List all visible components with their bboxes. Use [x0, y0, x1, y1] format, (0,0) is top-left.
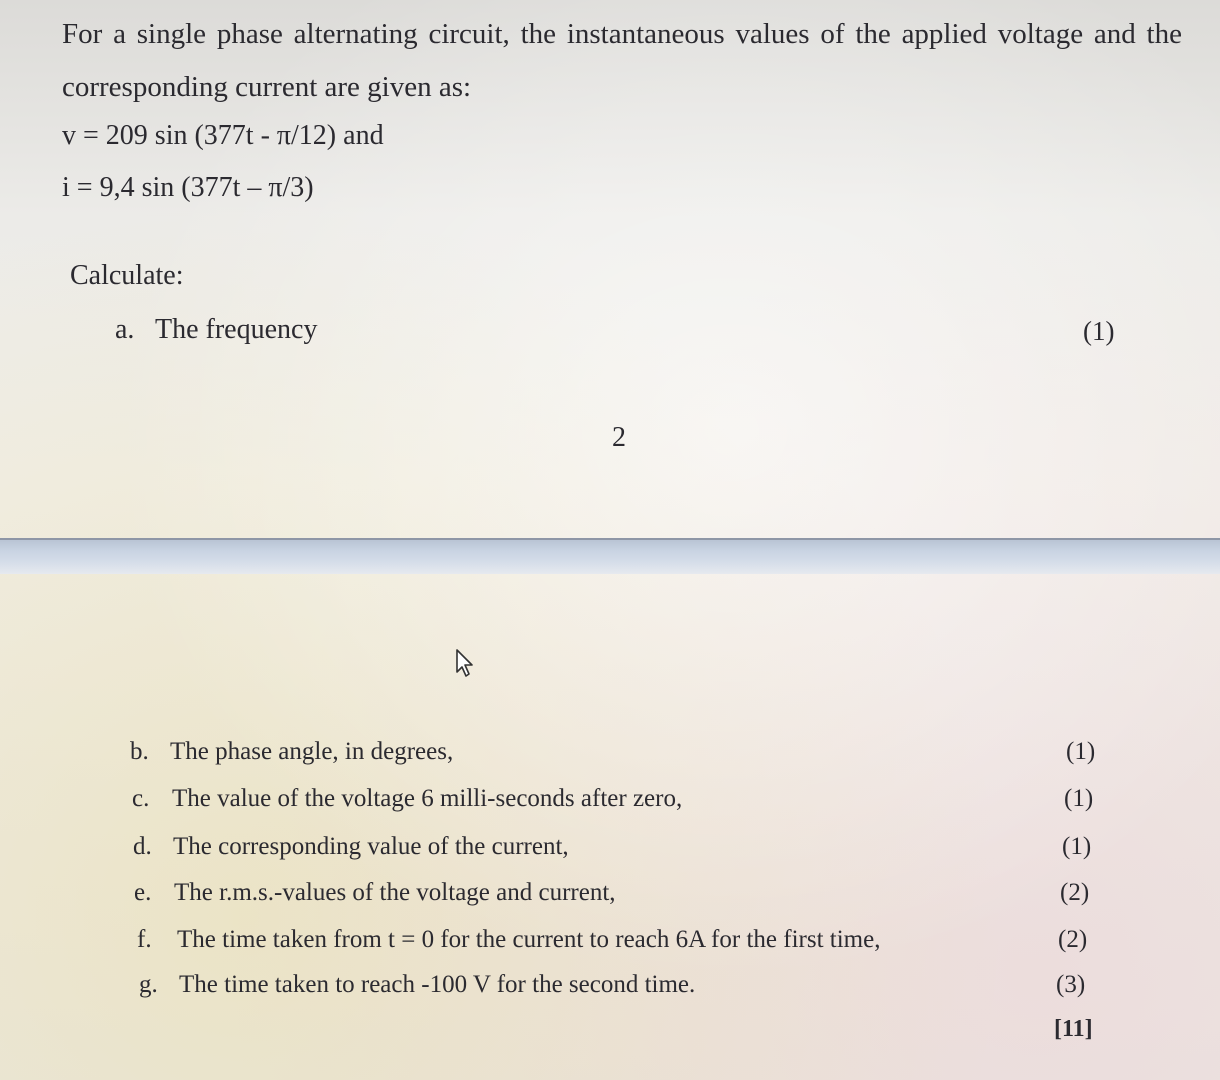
question-a-marks: (1) — [1083, 316, 1115, 346]
mouse-pointer-icon — [455, 648, 477, 678]
question-g — [139, 971, 695, 999]
question-text: The time taken to reach -100 V for the second time. — [179, 971, 696, 998]
question-text: The r.m.s.-values of the voltage and current, — [174, 879, 616, 906]
intro-paragraph: For a single phase alternating circuit, the instantaneous values of the applied voltage and the corresponding current are given as: — [62, 18, 1182, 103]
question-letter: e. — [134, 879, 152, 906]
question-text: The frequency — [155, 314, 318, 345]
question-text: The corresponding value of the current, — [173, 833, 569, 860]
question-text: The phase angle, in degrees, — [170, 738, 454, 765]
question-letter: g. — [139, 971, 158, 998]
question-letter: a. — [115, 314, 135, 345]
calculate-heading: Calculate: — [70, 260, 184, 291]
question-text: The time taken from t = 0 for the current to reach 6A for the first time, — [177, 926, 881, 953]
question-f — [137, 926, 880, 954]
question-letter: f. — [137, 926, 152, 953]
voltage-equation: v = 209 sin (377t - π/12) and — [62, 120, 384, 151]
question-b-marks: (1) — [1066, 738, 1096, 765]
total-marks: [11] — [1054, 1016, 1093, 1042]
question-g-marks: (3) — [1056, 971, 1086, 998]
current-equation: i = 9,4 sin (377t – π/3) — [62, 172, 314, 203]
question-letter: b. — [130, 738, 149, 765]
question-c — [132, 785, 682, 813]
page-break-divider — [0, 538, 1220, 574]
question-d — [133, 833, 569, 861]
question-text: The value of the voltage 6 milli-seconds after zero, — [172, 785, 683, 812]
question-letter: d. — [133, 833, 152, 860]
page-number: 2 — [612, 422, 626, 453]
question-d-marks: (1) — [1062, 833, 1092, 860]
question-e — [134, 879, 616, 907]
question-a — [115, 314, 317, 346]
question-b — [130, 738, 453, 766]
question-f-marks: (2) — [1058, 926, 1088, 953]
question-e-marks: (2) — [1060, 879, 1090, 906]
question-letter: c. — [132, 785, 150, 812]
question-c-marks: (1) — [1064, 785, 1094, 812]
